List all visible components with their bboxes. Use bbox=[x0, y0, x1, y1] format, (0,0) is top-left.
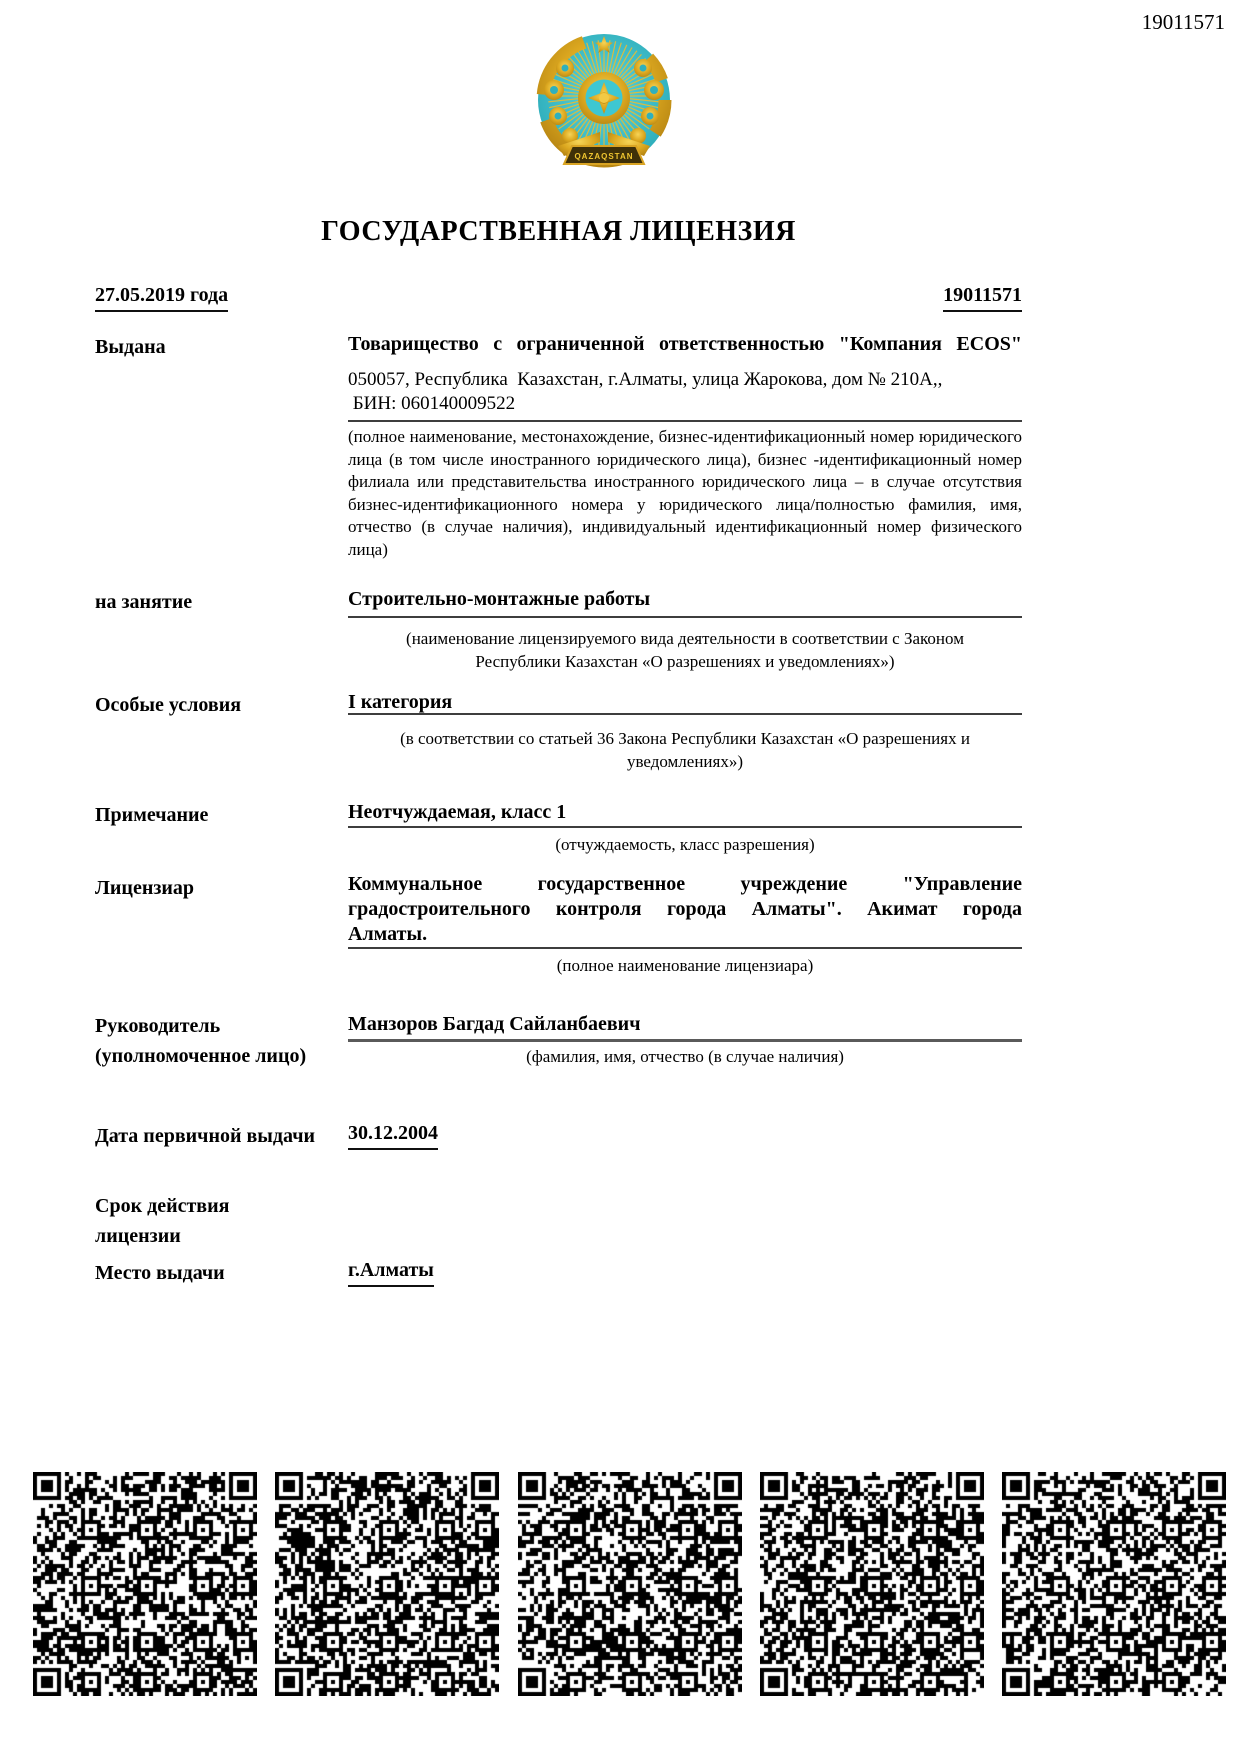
emblem-svg bbox=[520, 30, 688, 172]
caption-special-conditions bbox=[348, 728, 1022, 773]
caption-note: (отчуждаемость, класс разрешения) bbox=[555, 835, 815, 854]
qr-code bbox=[33, 1472, 257, 1696]
caption-licensor: (полное наименование лицензиара) bbox=[556, 956, 814, 975]
field-value-issued-to bbox=[348, 331, 1022, 422]
qr-code bbox=[275, 1472, 499, 1696]
field-value-first-issue-date bbox=[348, 1122, 438, 1150]
company-address: 050057, Республика Казахстан, г.Алматы, улица Жарокова, дом № 210А,, bbox=[348, 369, 943, 390]
license-number: 19011571 bbox=[943, 284, 1022, 312]
licensor-line3: Алматы. bbox=[348, 923, 428, 945]
license-number-corner: 19011571 bbox=[1141, 10, 1225, 34]
field-label-issued-to: Выдана bbox=[95, 336, 166, 358]
field-value-licensor bbox=[348, 872, 1022, 949]
field-value-special-conditions: I категория bbox=[348, 691, 1022, 715]
qr-band bbox=[33, 1472, 1226, 1696]
issue-place-value: г.Алматы bbox=[348, 1259, 434, 1287]
field-label-validity bbox=[95, 1191, 345, 1251]
field-value-activity: Строительно-монтажные работы bbox=[348, 586, 1022, 618]
caption-special-conditions-text: (в соответствии со статьей 36 Закона Республики Казахстан «О разрешениях и уведомлениях») bbox=[400, 729, 970, 771]
company-name: Товарищество с ограниченной ответственностью "Компания ECOS" bbox=[348, 333, 1022, 355]
field-label-note: Примечание bbox=[95, 804, 209, 826]
field-value-note: Неотчуждаемая, класс 1 bbox=[348, 800, 1022, 828]
qr-code bbox=[1002, 1472, 1226, 1696]
field-label-special-conditions: Особые условия bbox=[95, 694, 242, 716]
qr-code bbox=[760, 1472, 984, 1696]
field-label-first-issue-date: Дата первичной выдачи bbox=[95, 1125, 316, 1147]
field-label-head bbox=[95, 1011, 345, 1071]
field-value-head: Манзоров Багдад Сайланбаевич bbox=[348, 1012, 1022, 1042]
head-label-line1: Руководитель bbox=[95, 1015, 221, 1037]
qr-code bbox=[518, 1472, 742, 1696]
kazakhstan-emblem-icon bbox=[520, 30, 688, 172]
caption-activity-text: (наименование лицензируемого вида деятельности в соответствии с Законом Республики Казахстан «О разрешениях и уведомлениях») bbox=[406, 629, 964, 671]
field-label-issue-place: Место выдачи bbox=[95, 1262, 225, 1284]
emblem-banner-text: QAZAQSTAN bbox=[574, 152, 634, 161]
validity-label-line2: лицензии bbox=[95, 1225, 181, 1247]
caption-head: (фамилия, имя, отчество (в случае наличия) bbox=[526, 1047, 844, 1066]
validity-label-line1: Срок действия bbox=[95, 1195, 230, 1217]
caption-issued-to: (полное наименование, местонахождение, бизнес-идентификационный номер юридического лица (в том числе иностранного юридического лица), бизнес -идентификационный номер филиала или представительства иностранного юридического лица – в случае отсутствия бизнес-идентификационного номера у юридического лица/полностью фамилия, имя, отчество (в случае наличия), индивидуальный идентификационный номер физического лица) bbox=[348, 427, 1022, 559]
licensor-line2: градостроительного контроля города Алматы". Акимат города bbox=[348, 898, 1022, 920]
issue-date: 27.05.2019 года bbox=[95, 284, 228, 312]
head-label-line2: (уполномоченное лицо) bbox=[95, 1045, 307, 1067]
document-title: ГОСУДАРСТВЕННАЯ ЛИЦЕНЗИЯ bbox=[321, 216, 796, 247]
company-bin: БИН: 060140009522 bbox=[348, 393, 516, 414]
first-issue-date-value: 30.12.2004 bbox=[348, 1122, 438, 1150]
date-number-row bbox=[95, 284, 1022, 312]
caption-activity bbox=[348, 628, 1022, 673]
field-label-activity: на занятие bbox=[95, 591, 193, 613]
field-label-licensor: Лицензиар bbox=[95, 877, 195, 899]
field-value-issue-place bbox=[348, 1259, 434, 1287]
licensor-line1: Коммунальное государственное учреждение "Управление bbox=[348, 873, 1022, 895]
